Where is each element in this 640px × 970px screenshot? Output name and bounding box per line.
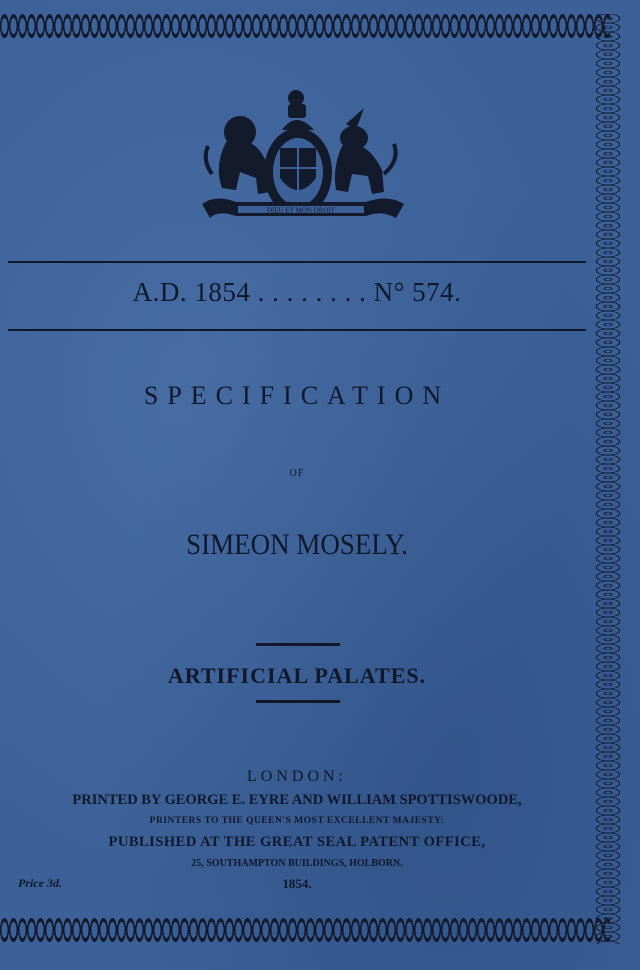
imprint-address: 25, SOUTHAMPTON BUILDINGS, HOLBORN. xyxy=(191,858,403,869)
specification-heading: SPECIFICATION xyxy=(143,381,451,410)
subject-rule-top xyxy=(256,643,340,646)
imprint-printed-by: PRINTED BY GEORGE E. EYRE AND WILLIAM SPOTTISWOODE, xyxy=(72,792,522,808)
imprint-published-at: PUBLISHED AT THE GREAT SEAL PATENT OFFICE, xyxy=(108,834,486,850)
rule-middle xyxy=(8,329,586,331)
subject-rule-bottom xyxy=(256,700,340,703)
invention-subject: ARTIFICIAL PALATES. xyxy=(167,663,427,688)
imprint-year: 1854. xyxy=(282,876,312,891)
patent-number-line: A.D. 1854 . . . . . . . . N° 574. xyxy=(132,277,462,307)
decorative-border-bottom xyxy=(0,918,610,944)
of-label: OF xyxy=(289,468,305,479)
decorative-border-right xyxy=(596,14,622,944)
price-label: Price 3d. xyxy=(18,876,62,890)
imprint-printers-to: PRINTERS TO THE QUEEN'S MOST EXCELLENT MAJESTY: xyxy=(149,816,445,826)
royal-coat-of-arms-icon xyxy=(196,86,410,226)
imprint-city: LONDON: xyxy=(247,768,347,785)
inventor-name: SIMEON MOSELY. xyxy=(186,528,408,561)
rule-top xyxy=(8,261,586,263)
decorative-border-top xyxy=(0,14,610,40)
crest-motto: DIEU ET MON DROIT xyxy=(266,206,336,215)
